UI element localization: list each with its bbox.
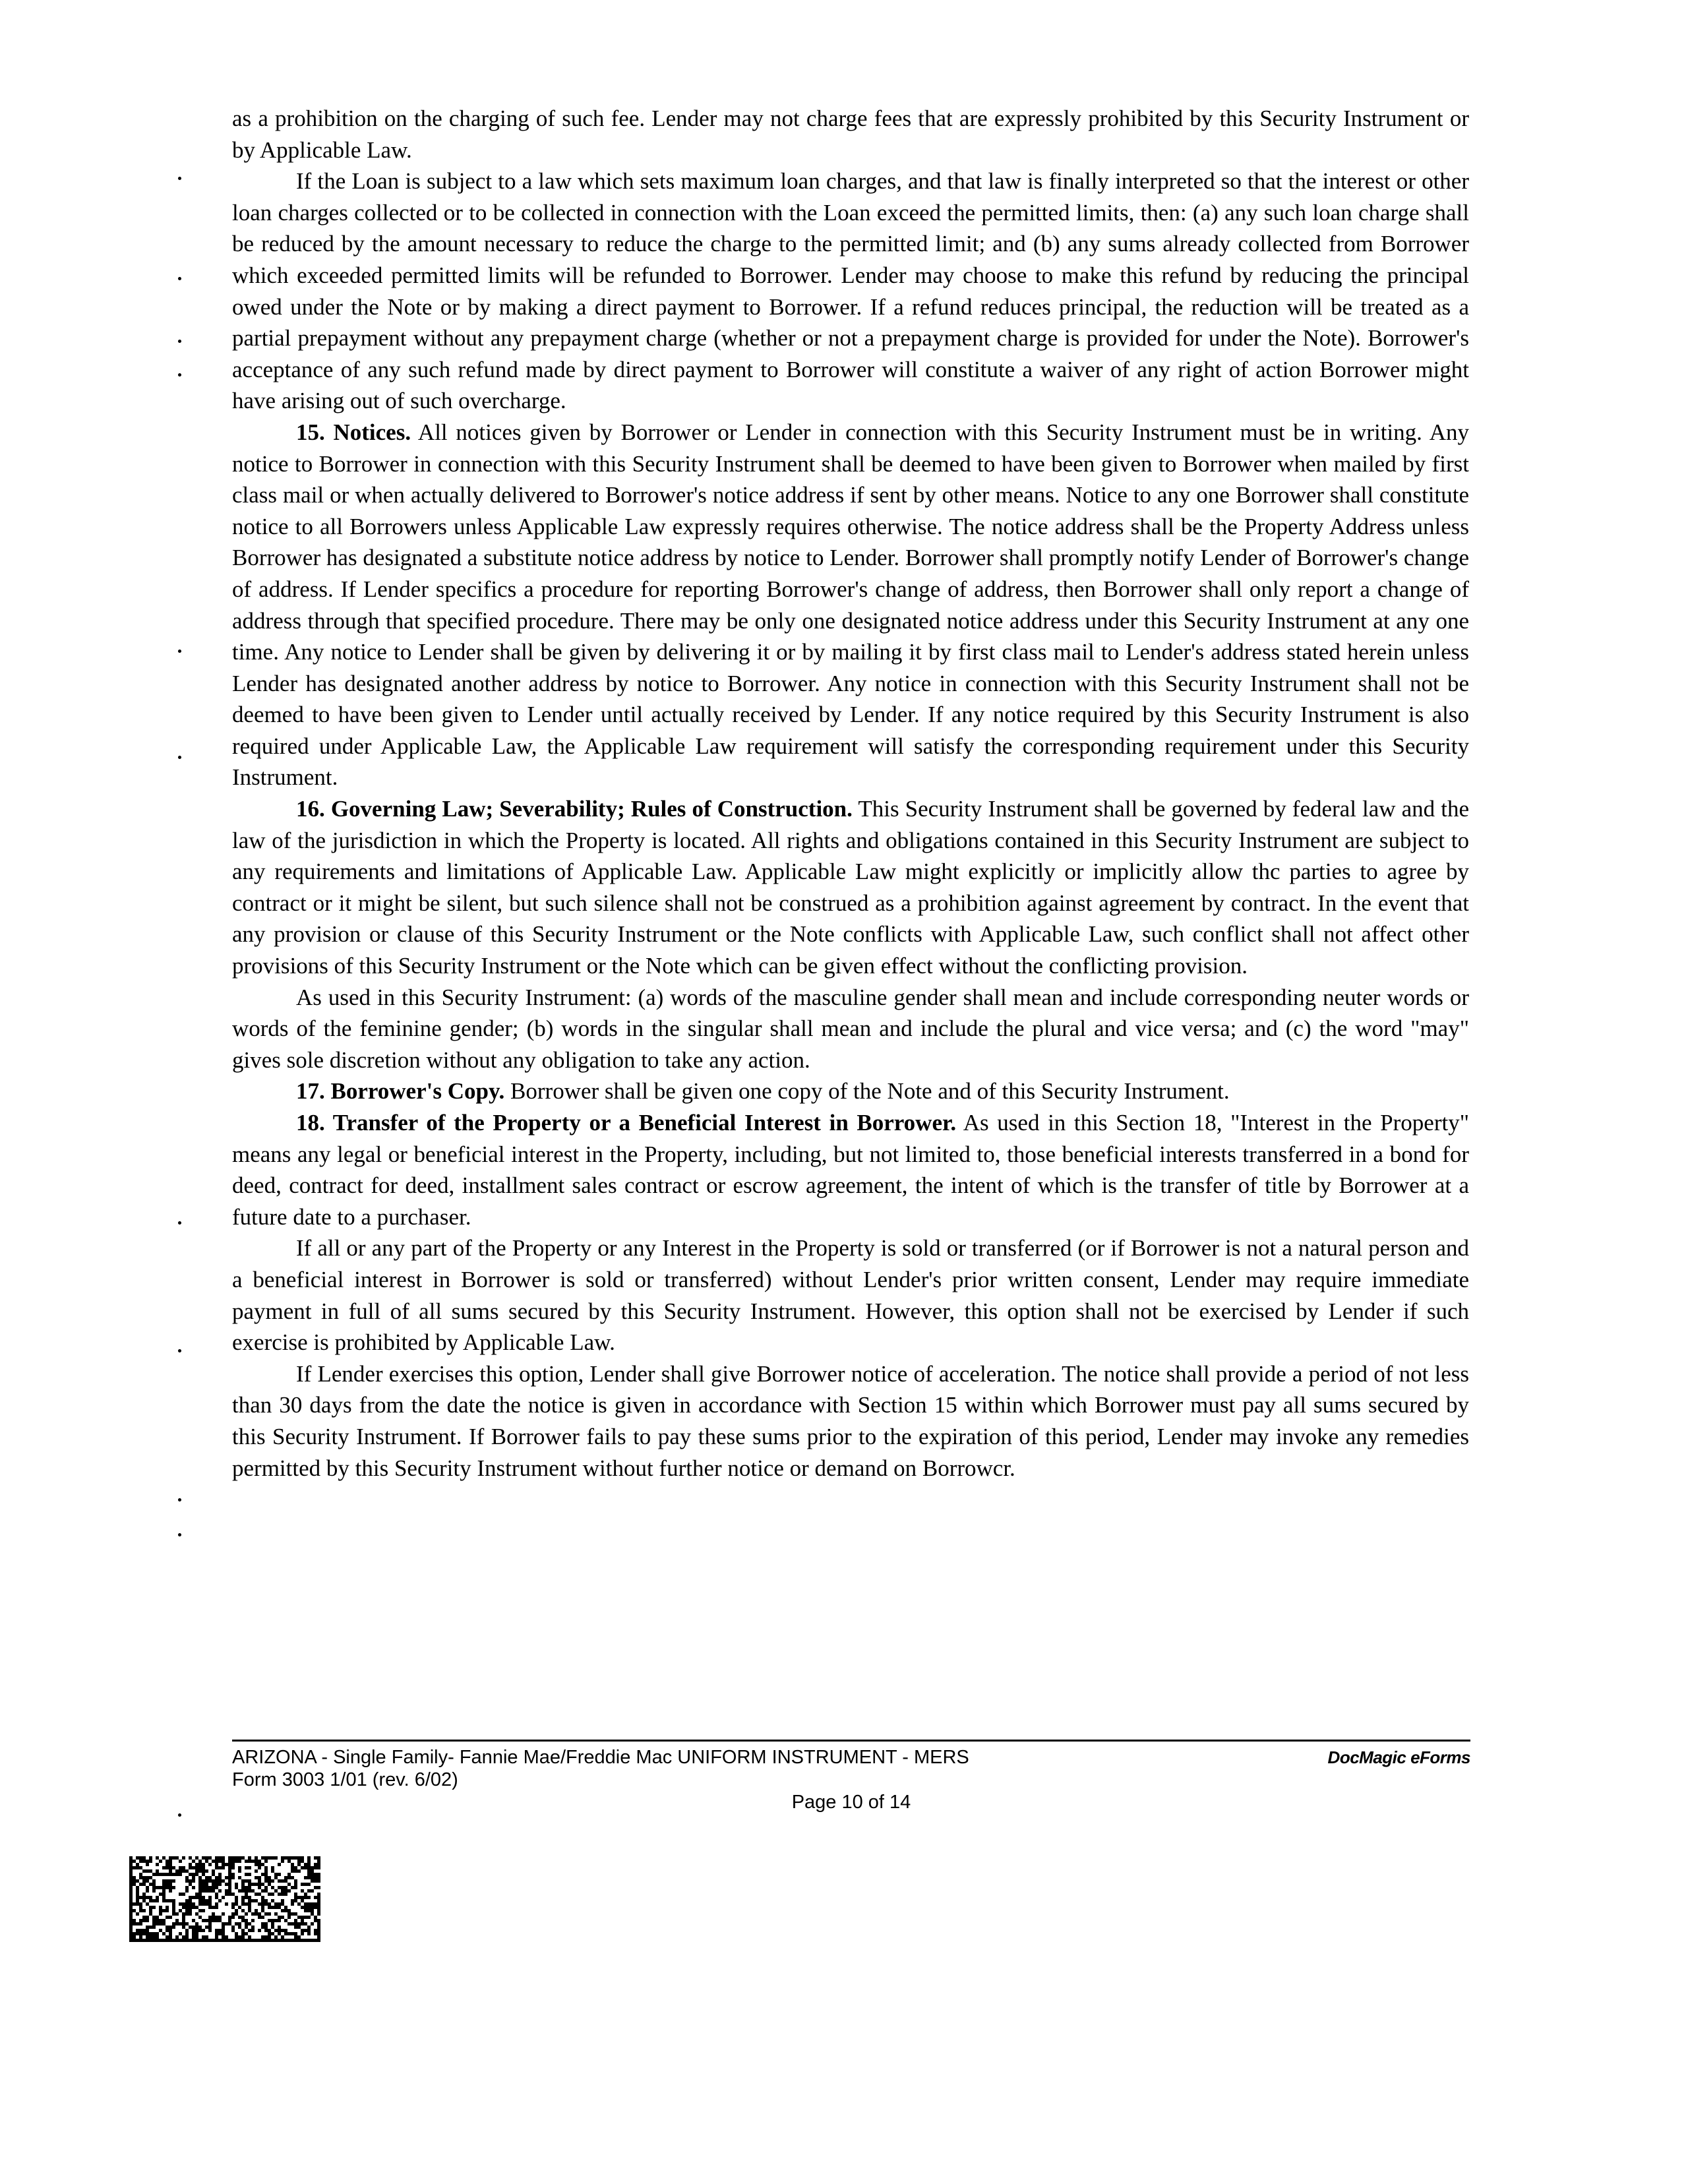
section-16-governing-law — [232, 793, 1469, 982]
paragraph: As used in this Security Instrument: (a) words of the masculine gender shall mean and include corresponding neuter words or words of the feminine gender; (b) words in the singular shall mean and include the plural and vice versa; and (c) the word "may" gives sole discretion without any obligation to take any action. — [232, 984, 1469, 1073]
margin-dot — [178, 650, 181, 653]
margin-dot — [178, 756, 181, 759]
paragraph: If all or any part of the Property or any Interest in the Property is sold or transferred (or if Borrower is not a natural person and a beneficial interest in Borrower is sold or transferred) without Lender's prior written consent, Lender may require immediate payment in full of all sums secured by this Security Instrument. However, this option shall not be exercised by Lender if such exercise is prohibited by Applicable Law. — [232, 1235, 1469, 1356]
brand-logo: DocMagic eForms — [1327, 1747, 1470, 1767]
form-identification — [232, 1746, 969, 1791]
section-text: Borrower shall be given one copy of the Note and of this Security Instrument. — [510, 1078, 1230, 1105]
margin-dot — [178, 340, 181, 343]
margin-dot — [178, 277, 181, 280]
margin-dot — [178, 177, 181, 180]
section-heading: 15. Notices. — [296, 419, 411, 445]
section-heading: 18. Transfer of the Property or a Beneficial Interest in Borrower. — [296, 1110, 957, 1136]
section-text: This Security Instrument shall be governed by federal law and the law of the jurisdiction in which the Property is located. All rights and obligations contained in this Security Instrument are subject to any requirements and limitations of Applicable Law. Applicable Law might explicitly or implicitly allow thc parties to agree by contract or it might be silent, but such silence shall not be construed as a prohibition against agreement by contract. In the event that any provision or clause of this Security Instrument or the Note conflicts with Applicable Law, such conflict shall not affect other provisions of this Security Instrument or the Note which can be given effect without the conflicting provision. — [232, 796, 1469, 979]
margin-dot — [178, 1498, 181, 1502]
margin-dot — [178, 1533, 181, 1536]
paragraph: as a prohibition on the charging of such fee. Lender may not charge fees that are expressly prohibited by this Security Instrument or by Applicable Law. — [232, 106, 1469, 163]
form-number: Form 3003 1/01 (rev. 6/02) — [232, 1769, 458, 1790]
page-footer — [232, 1746, 1470, 1819]
section-heading: 17. Borrower's Copy. — [296, 1078, 505, 1105]
footer-divider — [232, 1740, 1470, 1742]
document-body — [232, 103, 1469, 1484]
margin-dot — [178, 1813, 181, 1817]
paragraph: If Lender exercises this option, Lender shall give Borrower notice of acceleration. The notice shall provide a period of not less than 30 days from the date the notice is given in accordance with Section 15 within which Borrower must pay all sums secured by this Security Instrument. If Borrower fails to pay these sums prior to the expiration of this period, Lender may invoke any remedies permitted by this Security Instrument without further notice or demand on Borrowcr. — [232, 1360, 1469, 1481]
section-18-transfer — [232, 1107, 1469, 1232]
margin-dot — [178, 1349, 181, 1352]
section-15-notices — [232, 417, 1469, 793]
margin-dot — [178, 1221, 181, 1225]
section-17-borrowers-copy — [232, 1076, 1469, 1107]
margin-dot — [178, 373, 181, 377]
section-text: All notices given by Borrower or Lender in connection with this Security Instrument must be in writing. Any notice to Borrower in connection with this Security Instrument shall be deemed to have been given to Borrower when mailed by first class mail or when actually delivered to Borrower's notice address if sent by other means. Notice to any one Borrower shall constitute notice to all Borrowers unless Applicable Law expressly requires otherwise. The notice address shall be the Property Address unless Borrower has designated a substitute notice address by notice to Lender. Borrower shall promptly notify Lender of Borrower's change of address. If Lender specifics a procedure for reporting Borrower's change of address, then Borrower shall only report a change of address through that specified procedure. There may be only one designated notice address under this Security Instrument at any one time. Any notice to Lender shall be given by delivering it or by mailing it by first class mail to Lender's address stated herein unless Lender has designated another address by notice to Borrower. Any notice in connection with this Security Instrument shall not be deemed to have been given to Lender until actually received by Lender. If any notice required by this Security Instrument is also required under Applicable Law, the Applicable Law requirement will satisfy the corresponding requirement under this Security Instrument. — [232, 419, 1469, 791]
page-number: Page 10 of 14 — [791, 1792, 911, 1813]
section-text: As used in this Section 18, "Interest in the Property" means any legal or beneficial interest in the Property, including, but not limited to, those beneficial interests transferred in a bond for deed, contract for deed, installment sales contract or escrow agreement, the intent of which is the transfer of title by Borrower at a future date to a purchaser. — [232, 1110, 1469, 1230]
form-title: ARIZONA - Single Family- Fannie Mae/Freddie Mac UNIFORM INSTRUMENT - MERS — [232, 1747, 969, 1768]
barcode-icon — [129, 1856, 320, 1942]
paragraph: If the Loan is subject to a law which sets maximum loan charges, and that law is finally interpreted so that the interest or other loan charges collected or to be collected in connection with the Loan exceed the permitted limits, then: (a) any such loan charge shall be reduced by the amount necessary to reduce the charge to the permitted limit; and (b) any sums already collected from Borrower which exceeded permitted limits will be refunded to Borrower. Lender may choose to make this refund by reducing the principal owed under the Note or by making a direct payment to Borrower. If a refund reduces principal, the reduction will be treated as a partial prepayment without any prepayment charge (whether or not a prepayment charge is provided for under the Note). Borrower's acceptance of any such refund made by direct payment to Borrower will constitute a waiver of any right of action Borrower might have arising out of such overcharge. — [232, 168, 1469, 414]
section-heading: 16. Governing Law; Severability; Rules of Construction. — [296, 796, 853, 822]
